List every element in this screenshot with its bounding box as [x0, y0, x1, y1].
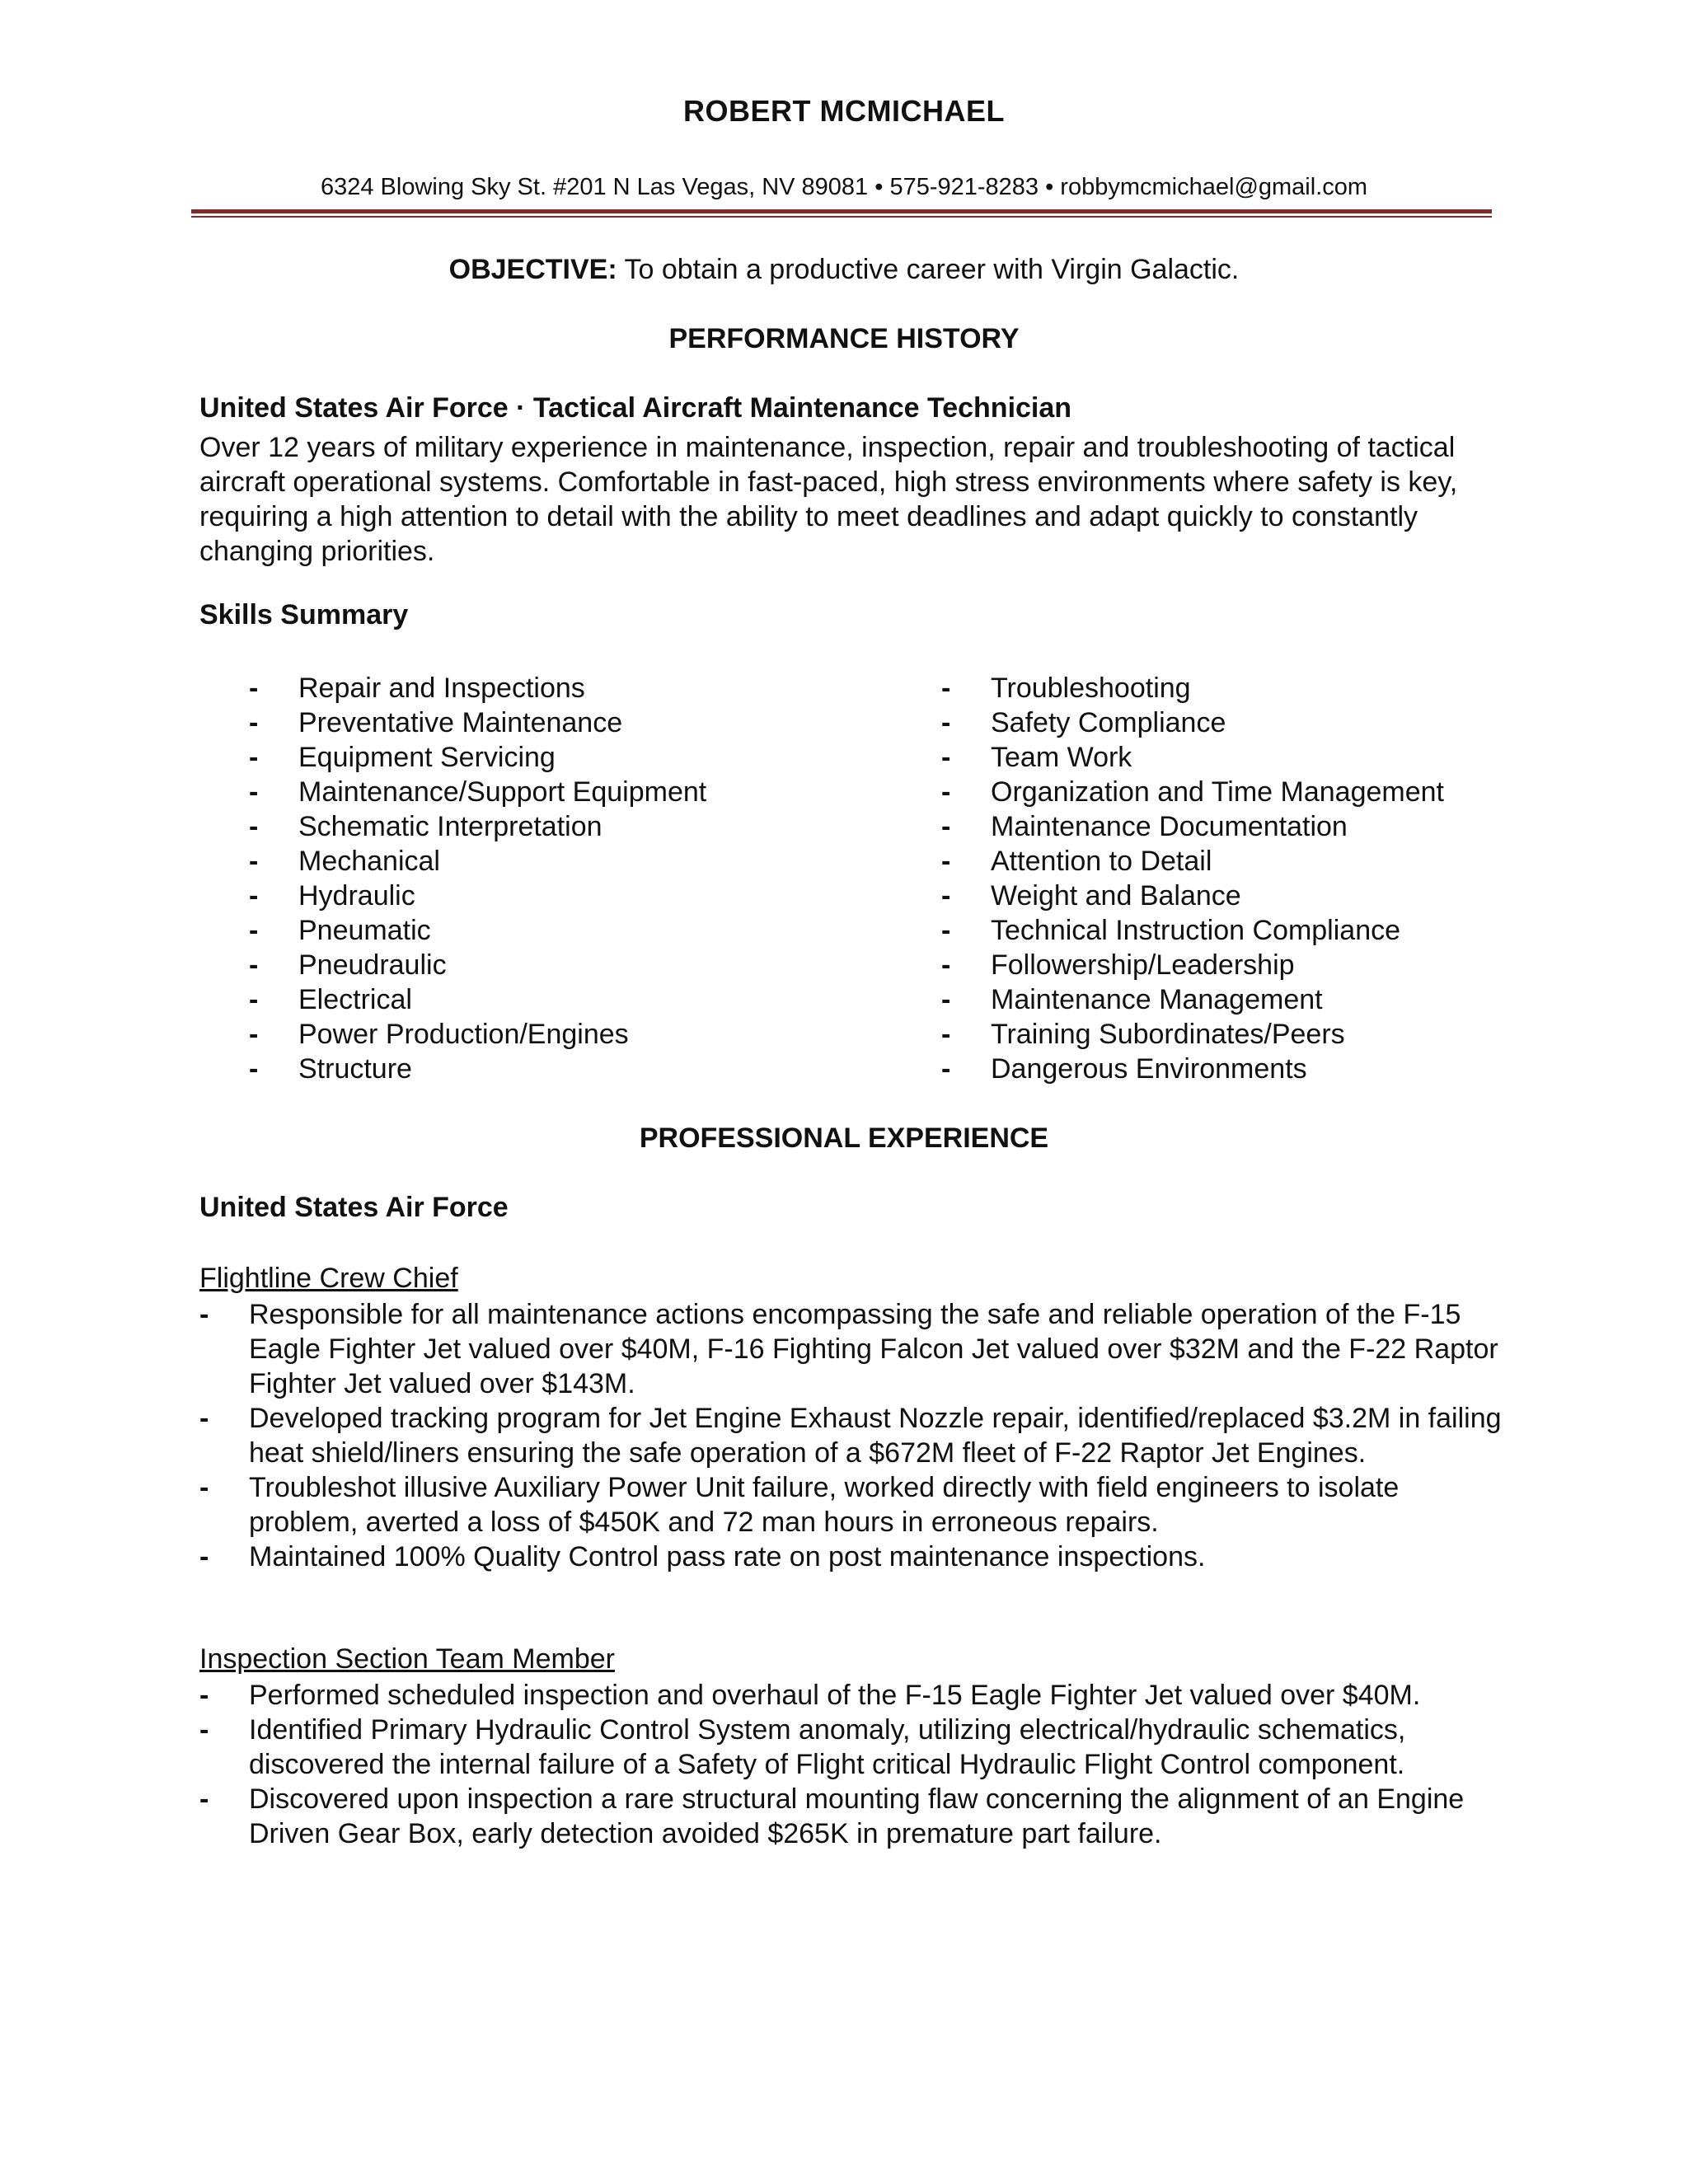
skill-item: - Attention to Detail	[941, 846, 1212, 877]
bullet-dash: -	[199, 1472, 209, 1503]
job-bullets-crew-chief	[199, 1297, 1502, 1574]
bullet-dash: -	[941, 776, 951, 808]
skill-item: - Team Work	[941, 742, 1132, 773]
skill-item: - Power Production/Engines	[249, 1019, 629, 1050]
objective-label: OBJECTIVE:	[448, 254, 617, 285]
bullet-dash: -	[199, 1541, 209, 1572]
skill-item: - Electrical	[249, 984, 412, 1015]
skill-item: - Schematic Interpretation	[249, 811, 603, 842]
skills-summary-heading: Skills Summary	[199, 599, 409, 630]
performance-summary: Over 12 years of military experience in maintenance, inspection, repair and troubleshooting of tactical aircraft operational systems. Comfortable in fast-paced, high stress environments where safety is key, requiring a high attention to detail with the ability to meet deadlines and adapt quickly to constantly changing priorities.	[199, 432, 1458, 567]
bullet-dash: -	[249, 984, 259, 1015]
skill-item: - Pneumatic	[249, 915, 431, 946]
candidate-name: ROBERT MCMICHAEL	[683, 94, 1005, 128]
bullet-dash: -	[249, 811, 259, 842]
objective-line	[0, 254, 1688, 286]
list-item: - Responsible for all maintenance actions encompassing the safe and reliable operation of the F-15 Eagle Fighter Jet valued over $40M, F-16 Fighting Falcon Jet valued over $32M and the F-22 Raptor Fighter Jet valued over $143M.	[199, 1299, 1498, 1399]
skill-item: - Training Subordinates/Peers	[941, 1019, 1345, 1050]
skill-item: - Maintenance/Support Equipment	[249, 776, 707, 808]
skill-item: - Weight and Balance	[941, 880, 1241, 912]
bullet-dash: -	[249, 707, 259, 738]
bullet-dash: -	[941, 1053, 951, 1085]
role-heading: United States Air Force · Tactical Aircraft Maintenance Technician	[199, 392, 1072, 424]
skill-item: - Safety Compliance	[941, 707, 1226, 738]
bullet-dash: -	[249, 673, 259, 704]
list-item: - Maintained 100% Quality Control pass rate on post maintenance inspections.	[199, 1541, 1206, 1572]
header-rule-thin	[191, 216, 1492, 218]
employer-heading: United States Air Force	[199, 1192, 509, 1223]
skills-list-right	[941, 671, 1444, 1086]
bullet-dash: -	[941, 949, 951, 981]
bullet-dash: -	[249, 776, 259, 808]
bullet-dash: -	[249, 846, 259, 877]
bullet-dash: -	[249, 949, 259, 981]
bullet-dash: -	[941, 880, 951, 912]
bullet-dash: -	[199, 1299, 209, 1330]
bullet-dash: -	[941, 1019, 951, 1050]
bullet-dash: -	[941, 984, 951, 1015]
skill-item: - Hydraulic	[249, 880, 415, 912]
skill-item: - Pneudraulic	[249, 949, 447, 981]
bullet-dash: -	[199, 1783, 209, 1815]
list-item: - Developed tracking program for Jet Engine Exhaust Nozzle repair, identified/replaced $3.2M in failing heat shield/liners ensuring the safe operation of a $672M fleet of F-22 Raptor Jet Engines.	[199, 1403, 1502, 1469]
bullet-dash: -	[941, 846, 951, 877]
skill-item: - Technical Instruction Compliance	[941, 915, 1401, 946]
skills-list-left	[249, 671, 706, 1086]
job-title-crew-chief: Flightline Crew Chief	[199, 1263, 458, 1294]
job-title-inspection-team: Inspection Section Team Member	[199, 1643, 615, 1675]
skill-item: - Organization and Time Management	[941, 776, 1444, 808]
list-item: - Troubleshot illusive Auxiliary Power Unit failure, worked directly with field engineers to isolate problem, averted a loss of $450K and 72 man hours in erroneous repairs.	[199, 1472, 1400, 1538]
skill-item: - Structure	[249, 1053, 412, 1085]
skill-item: - Dangerous Environments	[941, 1053, 1307, 1085]
header-rule-thick	[191, 209, 1492, 213]
list-item: - Performed scheduled inspection and overhaul of the F-15 Eagle Fighter Jet valued over $40M.	[199, 1680, 1421, 1711]
performance-history-title: PERFORMANCE HISTORY	[668, 323, 1020, 354]
skill-item: - Repair and Inspections	[249, 673, 585, 704]
bullet-dash: -	[199, 1680, 209, 1711]
bullet-dash: -	[941, 673, 951, 704]
professional-experience-title: PROFESSIONAL EXPERIENCE	[639, 1122, 1049, 1154]
contact-line: 6324 Blowing Sky St. #201 N Las Vegas, NV 89081 • 575-921-8283 • robbymcmichael@gmail.com	[320, 174, 1368, 200]
bullet-dash: -	[941, 707, 951, 738]
skill-item: - Maintenance Management	[941, 984, 1323, 1015]
job-bullets-inspection-team	[199, 1678, 1502, 1851]
skill-item: - Mechanical	[249, 846, 440, 877]
skill-item: - Troubleshooting	[941, 673, 1191, 704]
bullet-dash: -	[941, 811, 951, 842]
skill-item: - Followership/Leadership	[941, 949, 1295, 981]
bullet-dash: -	[199, 1714, 209, 1746]
bullet-dash: -	[249, 880, 259, 912]
bullet-dash: -	[249, 915, 259, 946]
bullet-dash: -	[941, 915, 951, 946]
objective-text: To obtain a productive career with Virgin Galactic.	[617, 254, 1240, 285]
bullet-dash: -	[249, 1053, 259, 1085]
list-item: - Discovered upon inspection a rare structural mounting flaw concerning the alignment of an Engine Driven Gear Box, early detection avoided $265K in premature part failure.	[199, 1783, 1465, 1849]
skill-item: - Preventative Maintenance	[249, 707, 623, 738]
bullet-dash: -	[249, 1019, 259, 1050]
bullet-dash: -	[249, 742, 259, 773]
bullet-dash: -	[941, 742, 951, 773]
bullet-dash: -	[199, 1403, 209, 1434]
skill-item: - Equipment Servicing	[249, 742, 556, 773]
skill-item: - Maintenance Documentation	[941, 811, 1348, 842]
list-item: - Identified Primary Hydraulic Control System anomaly, utilizing electrical/hydraulic schematics, discovered the internal failure of a Safety of Flight critical Hydraulic Flight Control component.	[199, 1714, 1406, 1780]
